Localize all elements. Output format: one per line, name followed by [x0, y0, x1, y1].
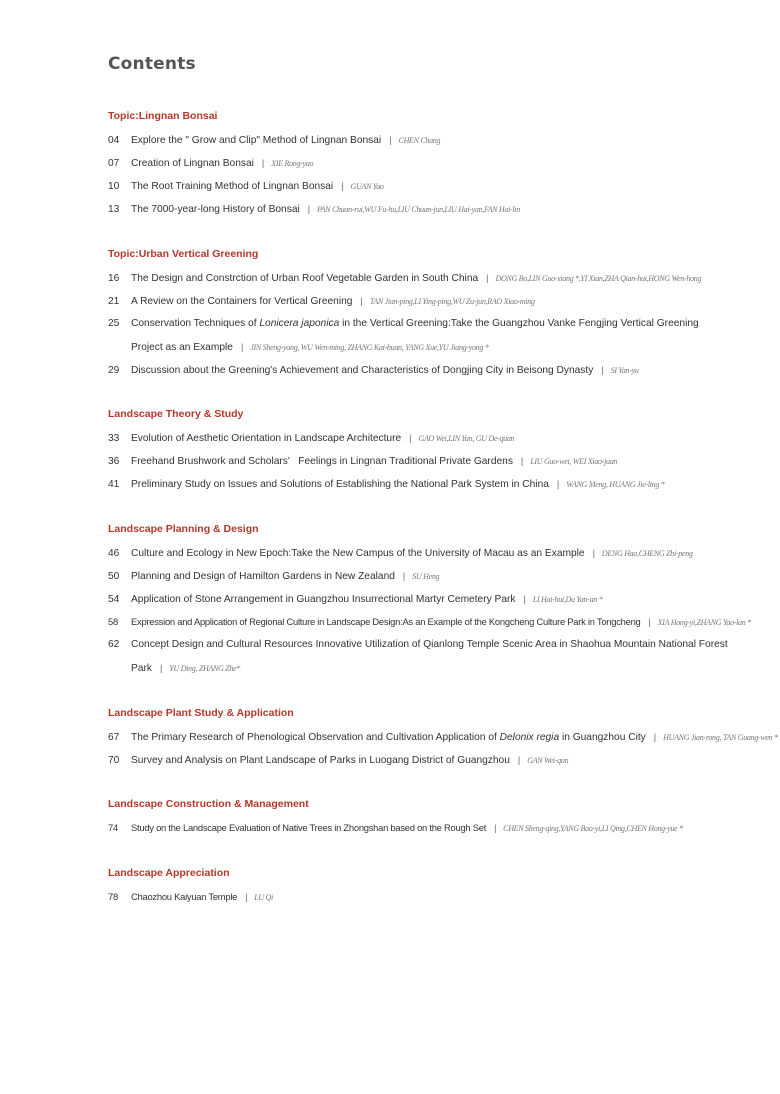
toc-entry[interactable]: [108, 890, 768, 913]
page-number: 74: [108, 822, 118, 833]
separator: |: [556, 479, 560, 489]
article-title: Chaozhou Kaiyuan Temple: [131, 891, 238, 902]
toc-entry[interactable]: [108, 615, 768, 638]
article-title: Planning and Design of Hamilton Gardens in New Zealand: [131, 571, 395, 582]
article-title-start: Conservation Techniques of: [131, 318, 260, 329]
separator: |: [341, 181, 344, 191]
toc-entry[interactable]: [108, 271, 768, 294]
authors: CHEN Sheng-qing,YANG Bao-yi,LI Qing,CHEN Hong-yue *: [503, 824, 683, 833]
section-urban-vertical-greening: [108, 246, 768, 386]
page-number: 10: [108, 181, 120, 192]
toc-entry-continuation[interactable]: [108, 661, 768, 684]
separator: |: [494, 823, 497, 833]
section-heading: Landscape Plant Study & Application: [108, 707, 294, 719]
separator: |: [307, 204, 311, 214]
authors: GUAN Yao: [350, 182, 384, 191]
section-landscape-theory: [108, 406, 768, 500]
authors: WANG Meng, HUANG Jie-ling *: [566, 480, 665, 489]
toc-entry[interactable]: [108, 156, 768, 179]
page-number: 33: [108, 433, 120, 444]
section-landscape-planning: [108, 521, 768, 684]
toc-entry[interactable]: [108, 202, 768, 225]
section-heading: Landscape Appreciation: [108, 867, 230, 879]
toc-entry[interactable]: [108, 294, 768, 317]
article-title: Preliminary Study on Issues and Solutions of Establishing the National Park System in China: [131, 479, 549, 490]
page-number: 41: [108, 479, 120, 490]
separator: |: [409, 433, 412, 443]
authors: SU Heng: [412, 572, 440, 581]
article-title: The Root Training Method of Lingnan Bonsai: [131, 181, 334, 192]
authors: DENG Hao,CHENG Zhi-peng: [601, 549, 693, 558]
toc-entry[interactable]: [108, 753, 768, 776]
page-number: 36: [108, 456, 120, 467]
page-number: 70: [108, 755, 120, 766]
page-number: 58: [108, 616, 118, 627]
article-title: Creation of Lingnan Bonsai: [131, 158, 254, 169]
section-landscape-appreciation: [108, 865, 768, 913]
article-title: Concept Design and Cultural Resources Innovative Utilization of Qianlong Temple Scenic Area in Shaohua Mountain National Forest: [131, 639, 728, 650]
article-title: Discussion about the Greening's Achievement and Characteristics of Dongjing City in Beisong Dynasty: [131, 365, 594, 376]
toc-entry[interactable]: [108, 317, 768, 340]
authors: YU Ding, ZHANG Zhe*: [169, 664, 241, 673]
page-number: 29: [108, 365, 120, 376]
toc-entry[interactable]: [108, 730, 778, 753]
separator: |: [648, 617, 651, 627]
article-title: Expression and Application of Regional Culture in Landscape Design:As an Example of the Kongcheng Culture Park in Tongcheng: [131, 616, 641, 627]
page-number: 04: [108, 135, 120, 146]
toc-entry[interactable]: [108, 454, 768, 477]
toc-entry-continuation[interactable]: [108, 340, 768, 363]
page-number: 46: [108, 548, 120, 559]
authors: XIE Rong-yao: [271, 159, 314, 168]
separator: |: [520, 456, 524, 466]
authors: HUANG Jian-rong, TAN Guang-wen *: [663, 733, 778, 742]
authors: LIU Guo-wei, WEI Xiao-juan: [530, 457, 618, 466]
article-title-end: in the Vertical Greening:Take the Guangzhou Vanke Fengjing Vertical Greening: [339, 318, 699, 329]
authors: GAO Wei,LIN Yun, GU De-quan: [418, 434, 515, 443]
toc-entry[interactable]: [108, 592, 768, 615]
page-number: 16: [108, 273, 120, 284]
article-title: Application of Stone Arrangement in Guangzhou Insurrectional Martyr Cemetery Park: [131, 594, 516, 605]
article-title-cont: Project as an Example: [131, 342, 233, 353]
page-number: 21: [108, 296, 120, 307]
section-lingnan-bonsai: [108, 108, 768, 225]
separator: |: [523, 594, 526, 604]
article-title: Study on the Landscape Evaluation of Native Trees in Zhongshan based on the Rough Set: [131, 822, 487, 833]
section-heading: Topic:Urban Vertical Greening: [108, 248, 259, 260]
page-number: 62: [108, 639, 120, 650]
authors: TAN Jian-ping,LI Ying-ping,WU Zu-jun,RAO Xiao-ming: [369, 297, 535, 306]
article-title-cont: Park: [131, 663, 152, 674]
toc-entry[interactable]: [108, 546, 768, 569]
toc-entry[interactable]: [108, 638, 768, 661]
separator: |: [517, 755, 521, 765]
article-title: A Review on the Containers for Vertical Greening: [131, 296, 353, 307]
separator: |: [389, 135, 392, 145]
article-title: Culture and Ecology in New Epoch:Take the New Campus of the University of Macau as an Example: [131, 548, 585, 559]
separator: |: [592, 548, 595, 558]
authors: DONG Bo,LIN Guo-xiong *,YI Xian,ZHA Qian-hui,HONG Wen-hong: [495, 274, 702, 283]
toc-entry[interactable]: [108, 431, 768, 454]
section-landscape-construction: [108, 796, 768, 844]
separator: |: [360, 296, 363, 306]
article-title: Evolution of Aesthetic Orientation in Landscape Architecture: [131, 433, 402, 444]
separator: |: [261, 158, 265, 168]
authors: XIA Hong-yi,ZHANG Yao-lan *: [657, 618, 751, 627]
article-title: Survey and Analysis on Plant Landscape of Parks in Luogang District of Guangzhou: [131, 755, 510, 766]
article-title: Freehand Brushwork and Scholars' Feelings in Lingnan Traditional Private Gardens: [131, 456, 513, 467]
separator: |: [240, 342, 244, 352]
toc-entry[interactable]: [108, 179, 768, 202]
toc-entry[interactable]: [108, 477, 768, 500]
authors: CHEN Chang: [398, 136, 441, 145]
authors: SI Yan-yu: [610, 366, 639, 375]
article-title: Explore the " Grow and Clip" Method of Lingnan Bonsai: [131, 135, 382, 146]
article-title-start: The Primary Research of Phenological Observation and Cultivation Application of: [131, 732, 500, 743]
authors: LU Qi: [254, 893, 273, 902]
page-number: 67: [108, 732, 120, 743]
separator: |: [653, 732, 657, 742]
section-landscape-plant: [108, 705, 778, 776]
page-number: 13: [108, 204, 120, 215]
section-heading: Landscape Construction & Management: [108, 798, 309, 810]
toc-entry[interactable]: [108, 569, 768, 592]
section-heading: Topic:Lingnan Bonsai: [108, 110, 218, 122]
section-heading: Landscape Planning & Design: [108, 523, 259, 535]
authors: JIN Sheng-yong, WU Wen-ming, ZHANG Kai-huan, YANG Xue,YU Jiang-yong *: [250, 343, 489, 352]
species-name: Lonicera japonica: [259, 318, 340, 329]
article-title: The 7000-year-long History of Bonsai: [131, 204, 300, 215]
page-number: 50: [108, 571, 120, 582]
separator: |: [402, 571, 406, 581]
article-title: The Design and Constrction of Urban Roof Vegetable Garden in South China: [131, 273, 479, 284]
authors: GAN Wei-qun: [527, 756, 569, 765]
separator: |: [601, 365, 604, 375]
toc-entry[interactable]: [108, 363, 768, 386]
page-number: 54: [108, 594, 120, 605]
separator: |: [245, 892, 248, 902]
toc-entry[interactable]: [108, 821, 768, 844]
authors: PAN Chuan-rui,WU Fu-hu,LIU Chuan-jun,LIU Hai-yan,FAN Hai-lin: [317, 205, 520, 214]
page-number: 07: [108, 158, 120, 169]
section-heading: Landscape Theory & Study: [108, 408, 244, 420]
toc-entry[interactable]: [108, 133, 768, 156]
page-title: Contents: [108, 54, 196, 74]
authors: LI Hai-hui,Du Yan-an *: [532, 595, 603, 604]
separator: |: [159, 663, 163, 673]
page-number: 25: [108, 318, 120, 329]
species-name: Delonix regia: [499, 732, 560, 743]
page-number: 78: [108, 891, 118, 902]
article-title-end: in Guangzhou City: [559, 732, 646, 743]
separator: |: [486, 273, 489, 283]
